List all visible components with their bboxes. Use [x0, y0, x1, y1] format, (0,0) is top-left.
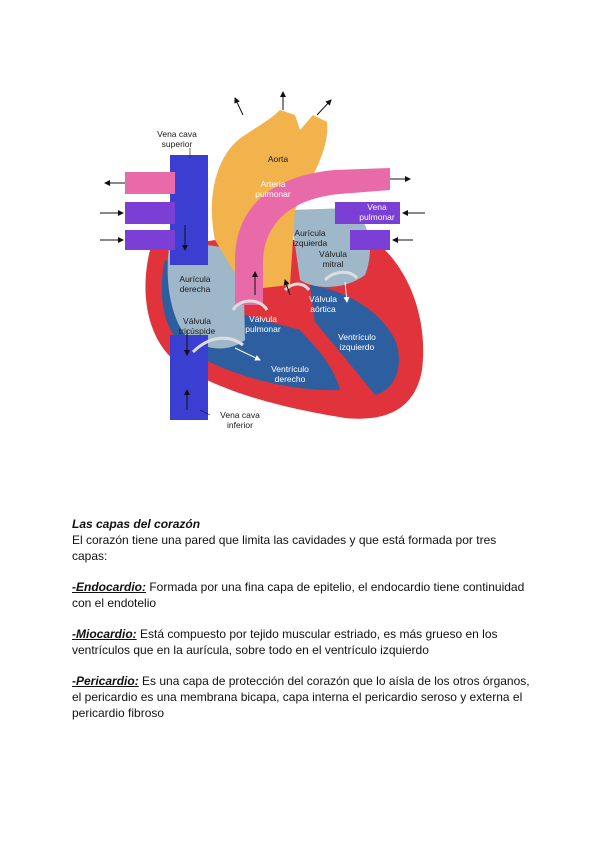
- svg-text:Válvula: [183, 316, 211, 326]
- svg-text:Aurícula: [179, 274, 210, 284]
- label-vena-cava-inferior-2: inferior: [227, 420, 253, 430]
- svg-text:pulmonar: [245, 324, 281, 334]
- label-auricula-derecha-1: Aurícula: [179, 274, 211, 284]
- label-vena-pulmonar-2: pulmonar: [359, 212, 395, 222]
- svg-text:pulmonar: [255, 189, 291, 199]
- svg-text:aórtica: [310, 304, 336, 314]
- svg-text:Válvula: [319, 249, 347, 259]
- term-pericardio: -Pericardio:: [72, 674, 139, 688]
- layer-endocardio: [72, 579, 532, 611]
- label-ventriculo-derecho-1: Ventrículo: [271, 364, 309, 374]
- pulmonary-vessel-left-3: [125, 230, 175, 250]
- label-vena-cava-superior-2: superior: [161, 139, 193, 149]
- intro-paragraph: El corazón tiene una pared que limita las cavidades y que está formada por tres capas:: [72, 533, 497, 563]
- svg-text:Válvula: [309, 294, 337, 304]
- arrow-aorta-3: [317, 100, 331, 115]
- label-arteria-pulmonar-2: pulmonar: [255, 189, 291, 199]
- label-valvula-pulmonar-1: Válvula: [249, 314, 277, 324]
- svg-text:derecha: [180, 284, 211, 294]
- svg-text:Aorta: [268, 154, 289, 164]
- layer-miocardio: [72, 626, 532, 658]
- svg-text:inferior: [227, 420, 253, 430]
- label-aorta: Aorta: [267, 154, 289, 164]
- svg-text:pulmonar: [359, 212, 395, 222]
- label-ventriculo-izquierdo-1: Ventrículo: [338, 332, 376, 342]
- layer-pericardio: [72, 673, 532, 721]
- label-valvula-mitral-2: mitral: [322, 259, 344, 269]
- svg-text:derecho: [275, 374, 306, 384]
- label-auricula-izquierda-1: Aurícula: [294, 228, 326, 238]
- label-valvula-pulmonar-2: pulmonar: [245, 324, 281, 334]
- svg-text:mitral: [323, 259, 344, 269]
- label-ventriculo-izquierdo-2: izquierdo: [339, 342, 375, 352]
- section-title: Las capas del corazón: [72, 517, 201, 531]
- heart-diagram-svg: [95, 90, 435, 435]
- label-valvula-mitral-1: Válvula: [319, 249, 347, 259]
- label-arteria-pulmonar-1: Arteria: [260, 179, 286, 189]
- pulmonary-vessel-left-2: [125, 202, 175, 224]
- arrow-aorta-1: [235, 98, 243, 115]
- svg-text:tricúspide: [179, 326, 216, 336]
- label-valvula-aortica-1: Válvula: [309, 294, 337, 304]
- vena-cava-superior: [170, 155, 208, 265]
- svg-text:Ventrículo: [338, 332, 376, 342]
- svg-text:Arteria: [260, 179, 285, 189]
- article: [72, 516, 532, 736]
- label-vena-pulmonar-1: Vena: [367, 202, 387, 212]
- label-auricula-izquierda-2: izquierda: [292, 238, 328, 248]
- svg-text:Ventrículo: [271, 364, 309, 374]
- desc-endocardio: Formada por una fina capa de epitelio, el endocardio tiene continuidad con el endotelio: [72, 580, 525, 610]
- svg-text:Vena cava: [220, 410, 260, 420]
- vena-cava-inferior: [170, 335, 208, 420]
- pulmonary-vessel-left-1: [125, 172, 175, 194]
- pulmonary-vein-right-2: [350, 230, 390, 250]
- svg-text:Aurícula: [294, 228, 325, 238]
- desc-miocardio: Está compuesto por tejido muscular estriado, es más grueso en los ventrículos que en la aurícula, sobre todo en el ventrículo izquierdo: [72, 627, 498, 657]
- label-valvula-aortica-2: aórtica: [310, 304, 336, 314]
- svg-text:Válvula: [249, 314, 277, 324]
- label-ventriculo-derecho-2: derecho: [274, 374, 306, 384]
- svg-text:Vena: [367, 202, 387, 212]
- heart-diagram: [95, 90, 435, 435]
- svg-text:izquierda: [293, 238, 328, 248]
- label-auricula-derecha-2: derecha: [179, 284, 211, 294]
- svg-text:izquierdo: [340, 342, 375, 352]
- label-vena-cava-superior-1: Vena cava: [157, 129, 197, 139]
- term-miocardio: -Miocardio:: [72, 627, 137, 641]
- label-vena-cava-inferior-1: Vena cava: [220, 410, 260, 420]
- label-valvula-tricuspide-1: Válvula: [183, 316, 211, 326]
- term-endocardio: -Endocardio:: [72, 580, 146, 594]
- desc-pericardio: Es una capa de protección del corazón que lo aísla de los otros órganos, el pericardio es una membrana bicapa, capa interna el pericardio seroso y externa el pericardio fibroso: [72, 674, 530, 720]
- label-valvula-tricuspide-2: tricúspide: [178, 326, 216, 336]
- svg-text:superior: [162, 139, 193, 149]
- svg-text:Vena cava: [157, 129, 197, 139]
